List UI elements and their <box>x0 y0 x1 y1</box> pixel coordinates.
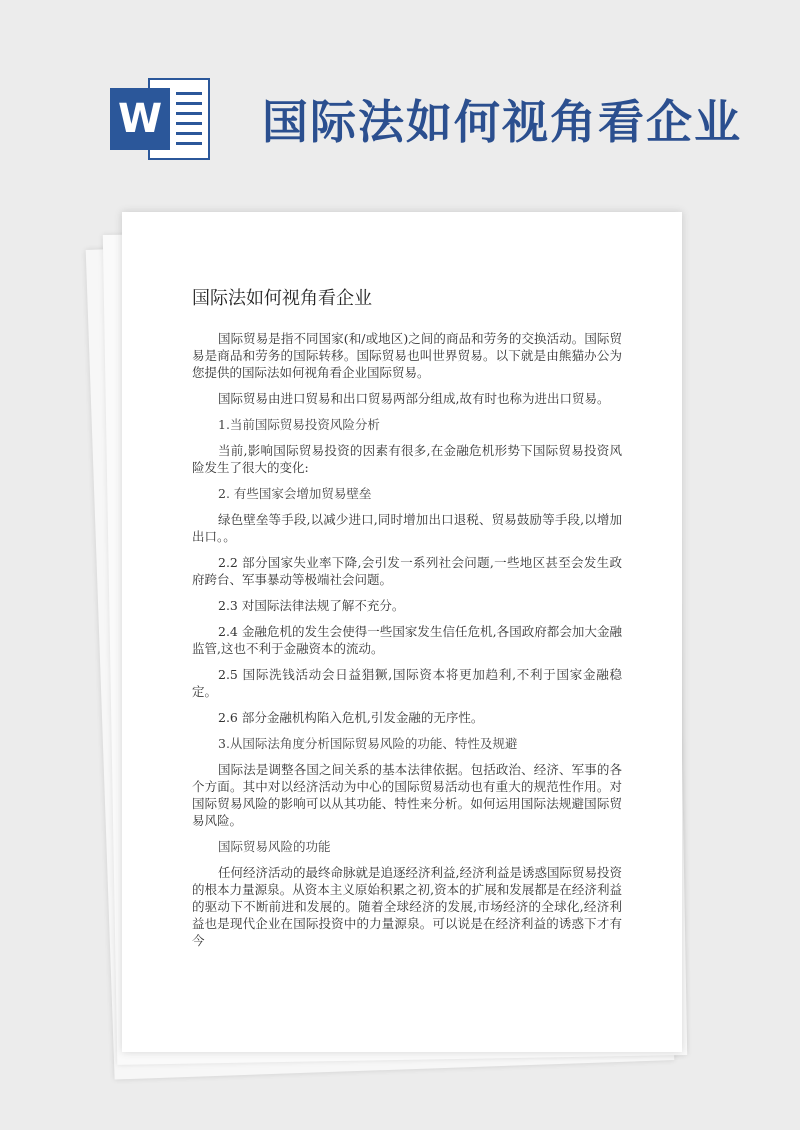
word-letter: W <box>110 88 170 150</box>
section-heading-1: 1.当前国际贸易投资风险分析 <box>218 417 380 432</box>
paragraph-economic-interest: 任何经济活动的最终命脉就是追逐经济利益,经济利益是诱惑国际贸易投资的根本力量源泉。从资本主义原始积累之初,资本的扩展和发展都是在经济利益的驱动下不断前进和发展的。随着全球经济的发展,市场经济的全球化,经济利益也是现代企业在国际投资中的力量源泉。可以说是在经济利益的诱惑下才有今 <box>192 865 622 948</box>
paragraph-international-law: 国际法是调整各国之间关系的基本法律依据。包括政治、经济、军事的各个方面。其中对以经济活动为中心的国际贸易活动也有重大的规范性作用。对国际贸易风险的影响可以从其功能、特性来分析。如何运用国际法规避国际贸易风险。 <box>192 762 622 828</box>
paragraph-2-2: 2.2 部分国家失业率下降,会引发一系列社会问题,一些地区甚至会发生政府跨台、军事暴动等极端社会问题。 <box>192 555 622 587</box>
paragraph-2-6: 2.6 部分金融机构陷入危机,引发金融的无序性。 <box>218 710 484 725</box>
document-title: 国际法如何视角看企业 <box>192 288 372 309</box>
word-document-icon <box>110 78 210 160</box>
document-body <box>192 330 622 958</box>
paragraph-2-4: 2.4 金融危机的发生会使得一些国家发生信任危机,各国政府都会加大金融监管,这也不利于金融资本的流动。 <box>192 624 622 656</box>
section-heading-2: 2. 有些国家会增加贸易壁垒 <box>218 486 372 501</box>
header-banner <box>0 0 800 200</box>
section-heading-3: 3.从国际法角度分析国际贸易风险的功能、特性及规避 <box>218 736 518 751</box>
paragraph-2-5: 2.5 国际洗钱活动会日益猖獗,国际资本将更加趋利,不利于国家金融稳定。 <box>192 667 622 699</box>
banner-title: 国际法如何视角看企业 <box>262 95 742 149</box>
paragraph-factors: 当前,影响国际贸易投资的因素有很多,在金融危机形势下国际贸易投资风险发生了很大的变化: <box>192 443 622 475</box>
paragraph-2-3: 2.3 对国际法律法规了解不充分。 <box>218 598 405 613</box>
subsection-heading-function: 国际贸易风险的功能 <box>218 839 331 854</box>
paragraph-barriers: 绿色壁垒等手段,以减少进口,同时增加出口退税、贸易鼓励等手段,以增加出口。。 <box>192 512 622 544</box>
document-page <box>122 212 682 1052</box>
paragraph-composition: 国际贸易由进口贸易和出口贸易两部分组成,故有时也称为进出口贸易。 <box>218 391 610 406</box>
paragraph-intro: 国际贸易是指不同国家(和/或地区)之间的商品和劳务的交换活动。国际贸易是商品和劳务的国际转移。国际贸易也叫世界贸易。以下就是由熊猫办公为您提供的国际法如何视角看企业国际贸易。 <box>192 331 622 380</box>
